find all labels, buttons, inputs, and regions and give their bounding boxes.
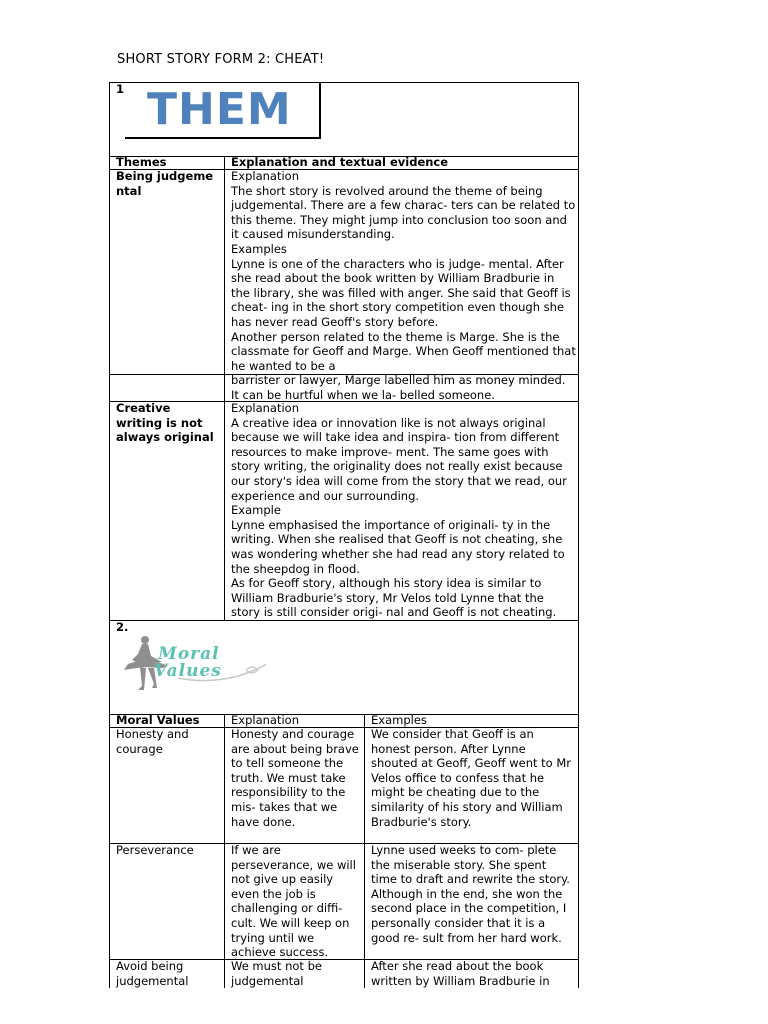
moral-value-example: Lynne used weeks to com- plete the miserable story. She spent time to draft and rewrite the story. Although in the end, she won the second place in the competition, I personally consider that it is a good re- sult from her hard work.: [371, 843, 570, 945]
moral-values-header: Moral Values: [116, 713, 200, 727]
moral-examples-header: Examples: [371, 713, 427, 727]
moral-values-logo: [118, 634, 270, 692]
theme-text: Explanation A creative idea or innovation like is not always original because we will take idea and inspira- tion from different resources to make improve- ment. The same goes with story writing, the originality does not really exist because our story's idea will come from the story that we read, our experience and our surrounding. Example Lynne emphasised the importance of originali- ty in the writing. When she realised that Geoff is not cheating, she was wondering whether she had read any story related to the sheepdog in flood. As for Geoff story, although his story idea is similar to William Bradburie's story, Mr Velos told Lynne that the story is still consider origi- nal and Geoff is not cheating.: [231, 401, 567, 620]
theme-text: Explanation The short story is revolved around the theme of being judgemental. There are a few charac- ters can be related to this theme. They might jump into conclusion too soon and it caused misunderstanding. Examples Lynne is one of the characters who is judge- mental. After she read about the book written by William Bradburie in the library, she was filled with anger. She said that Geoff is cheat- ing in the short story competition even though she has never read Geoff's story before. Another person related to the theme is Marge. She is the classmate for Geoff and Marge. When Geoff mentioned that he wanted to be a: [231, 169, 576, 373]
moral-value-example: After she read about the book written by William Bradburie in: [371, 959, 550, 988]
moral-value-explanation: If we are perseverance, we will not give up easily even the job is challenging or diffi- cult. We will keep on trying until we achieve success.: [231, 843, 356, 960]
section-number: 2.: [116, 620, 129, 634]
them-banner-text: THEM: [147, 84, 292, 135]
moral-value-name: Honesty and courage: [116, 727, 189, 756]
theme-text-continued: barrister or lawyer, Marge labelled him as money minded. It can be hurtful when we la- belled someone.: [231, 373, 566, 402]
section-number: 1: [116, 82, 125, 96]
theme-name: Creative writing is not always original: [116, 401, 214, 445]
logo-text-moral: Moral: [158, 644, 220, 664]
explanation-header: Explanation and textual evidence: [231, 155, 449, 169]
logo-text-values: Values: [154, 661, 222, 681]
moral-value-explanation: We must not be judgemental: [231, 959, 322, 988]
page-title: SHORT STORY FORM 2: CHEAT!: [117, 52, 325, 67]
moral-value-name: Perseverance: [116, 843, 194, 857]
themes-header: Themes: [116, 155, 167, 169]
moral-explanation-header: Explanation: [231, 713, 299, 727]
moral-value-example: We consider that Geoff is an honest person. After Lynne shouted at Geoff, Geoff went to Mr Velos office to confess that he might be cheating due to the similarity of his story and William Bradburie's story.: [371, 727, 571, 829]
moral-value-explanation: Honesty and courage are about being brave to tell someone the truth. We must take responsibility to the mis- takes that we have done.: [231, 727, 359, 829]
theme-name: Being judgeme ntal: [116, 169, 214, 198]
moral-value-name: Avoid being judgemental: [116, 959, 189, 988]
